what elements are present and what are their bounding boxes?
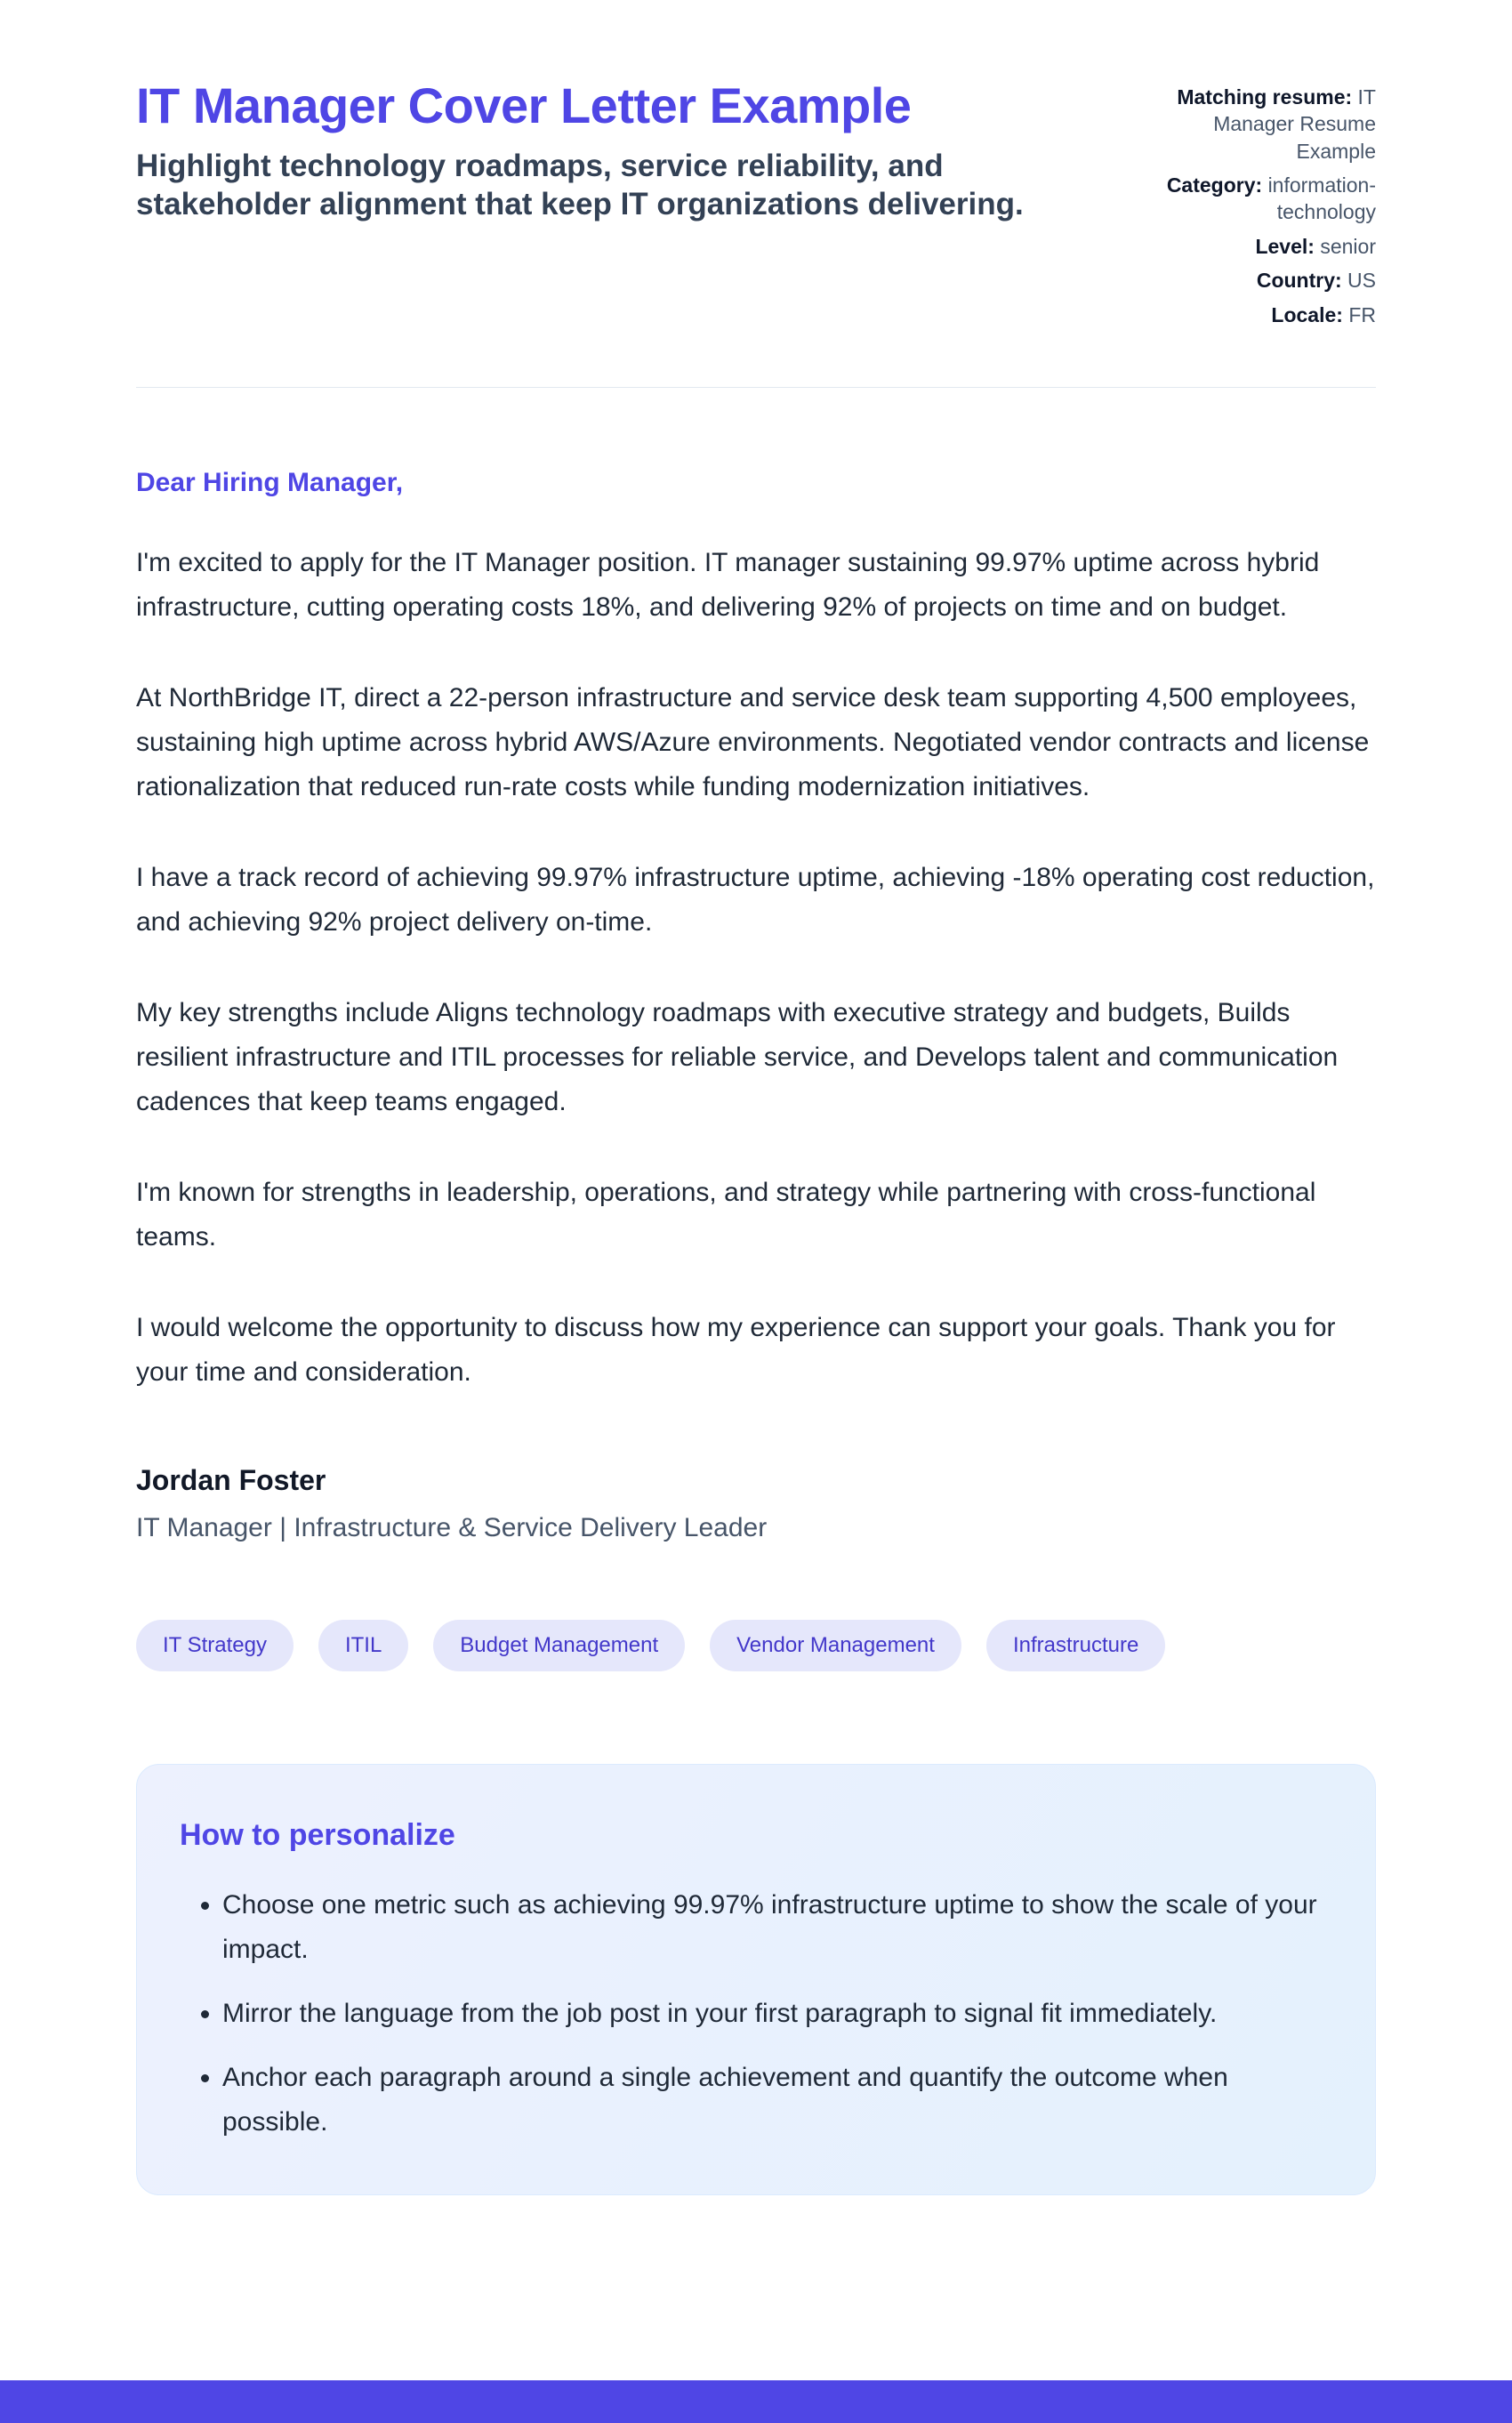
- personalize-tips-list: [180, 1883, 1325, 2145]
- meta-item-level: [1145, 233, 1376, 260]
- page-subtitle: Highlight technology roadmaps, service reliability, and stakeholder alignment that keep IT organizations delivering.: [136, 148, 1024, 222]
- meta-label: Level:: [1255, 234, 1315, 258]
- tip-item: • Choose one metric such as achieving 99.97% infrastructure uptime to show the scale of your impact.: [222, 1883, 1325, 1972]
- letter-paragraph: At NorthBridge IT, direct a 22-person infrastructure and service desk team supporting 4,500 employees, sustaining high uptime across hybrid AWS/Azure environments. Negotiated vendor contracts and license rationalization that reduced run-rate costs while funding modernization initiatives.: [136, 682, 1370, 801]
- letter-paragraph: My key strengths include Aligns technology roadmaps with executive strategy and budgets, Builds resilient infrastructure and ITIL processes for reliable service, and Develops talent and communication cadences that keep teams engaged.: [136, 997, 1339, 1116]
- header-divider: [136, 387, 1376, 388]
- meta-item-matching-resume: [1145, 84, 1376, 165]
- signature-name: Jordan Foster: [136, 1463, 326, 1496]
- page-title: IT Manager Cover Letter Example: [136, 77, 912, 133]
- tag-vendor-management: Vendor Management: [710, 1620, 961, 1671]
- meta-item-country: [1145, 267, 1376, 294]
- personalize-heading: How to personalize: [180, 1817, 455, 1852]
- meta-panel: [1145, 78, 1376, 335]
- personalize-card: [136, 1764, 1376, 2195]
- meta-label: Country:: [1256, 269, 1342, 293]
- tag-it-strategy: IT Strategy: [136, 1620, 294, 1671]
- letter-paragraph: I'm known for strengths in leadership, operations, and strategy while partnering with cross-functional teams.: [136, 1177, 1316, 1252]
- tag-list: [136, 1620, 1376, 1671]
- page-header: [136, 78, 1376, 335]
- letter-paragraph: I would welcome the opportunity to discuss how my experience can support your goals. Thank you for your time and consideration.: [136, 1312, 1336, 1387]
- letter-paragraph: I'm excited to apply for the IT Manager position. IT manager sustaining 99.97% uptime across hybrid infrastructure, cutting operating costs 18%, and delivering 92% of projects on time and on budget.: [136, 547, 1320, 622]
- meta-value: US: [1347, 269, 1376, 293]
- meta-label: Category:: [1166, 173, 1263, 197]
- meta-label: Matching resume:: [1177, 85, 1353, 109]
- meta-value: IT Manager Resume Example: [1213, 85, 1376, 163]
- meta-value: information-technology: [1267, 173, 1376, 224]
- tip-item: • Anchor each paragraph around a single achievement and quantify the outcome when possible.: [222, 2056, 1325, 2145]
- footer-accent-bar: [0, 2380, 1512, 2423]
- tag-budget-management: Budget Management: [433, 1620, 685, 1671]
- tag-itil: ITIL: [318, 1620, 408, 1671]
- letter-paragraph: I have a track record of achieving 99.97% infrastructure uptime, achieving -18% operating cost reduction, and achieving 92% project delivery on-time.: [136, 862, 1375, 937]
- meta-value: senior: [1320, 234, 1376, 258]
- tip-item: • Mirror the language from the job post in your first paragraph to signal fit immediately.: [222, 1992, 1325, 2036]
- cover-letter-body: [136, 468, 1376, 2195]
- header-text-block: [136, 78, 1079, 224]
- meta-value: FR: [1348, 302, 1376, 326]
- tag-infrastructure: Infrastructure: [986, 1620, 1165, 1671]
- meta-item-locale: [1145, 302, 1376, 328]
- signature-title: IT Manager | Infrastructure & Service Delivery Leader: [136, 1512, 768, 1542]
- salutation: Dear Hiring Manager,: [136, 467, 404, 497]
- meta-item-category: [1145, 172, 1376, 226]
- meta-label: Locale:: [1271, 302, 1343, 326]
